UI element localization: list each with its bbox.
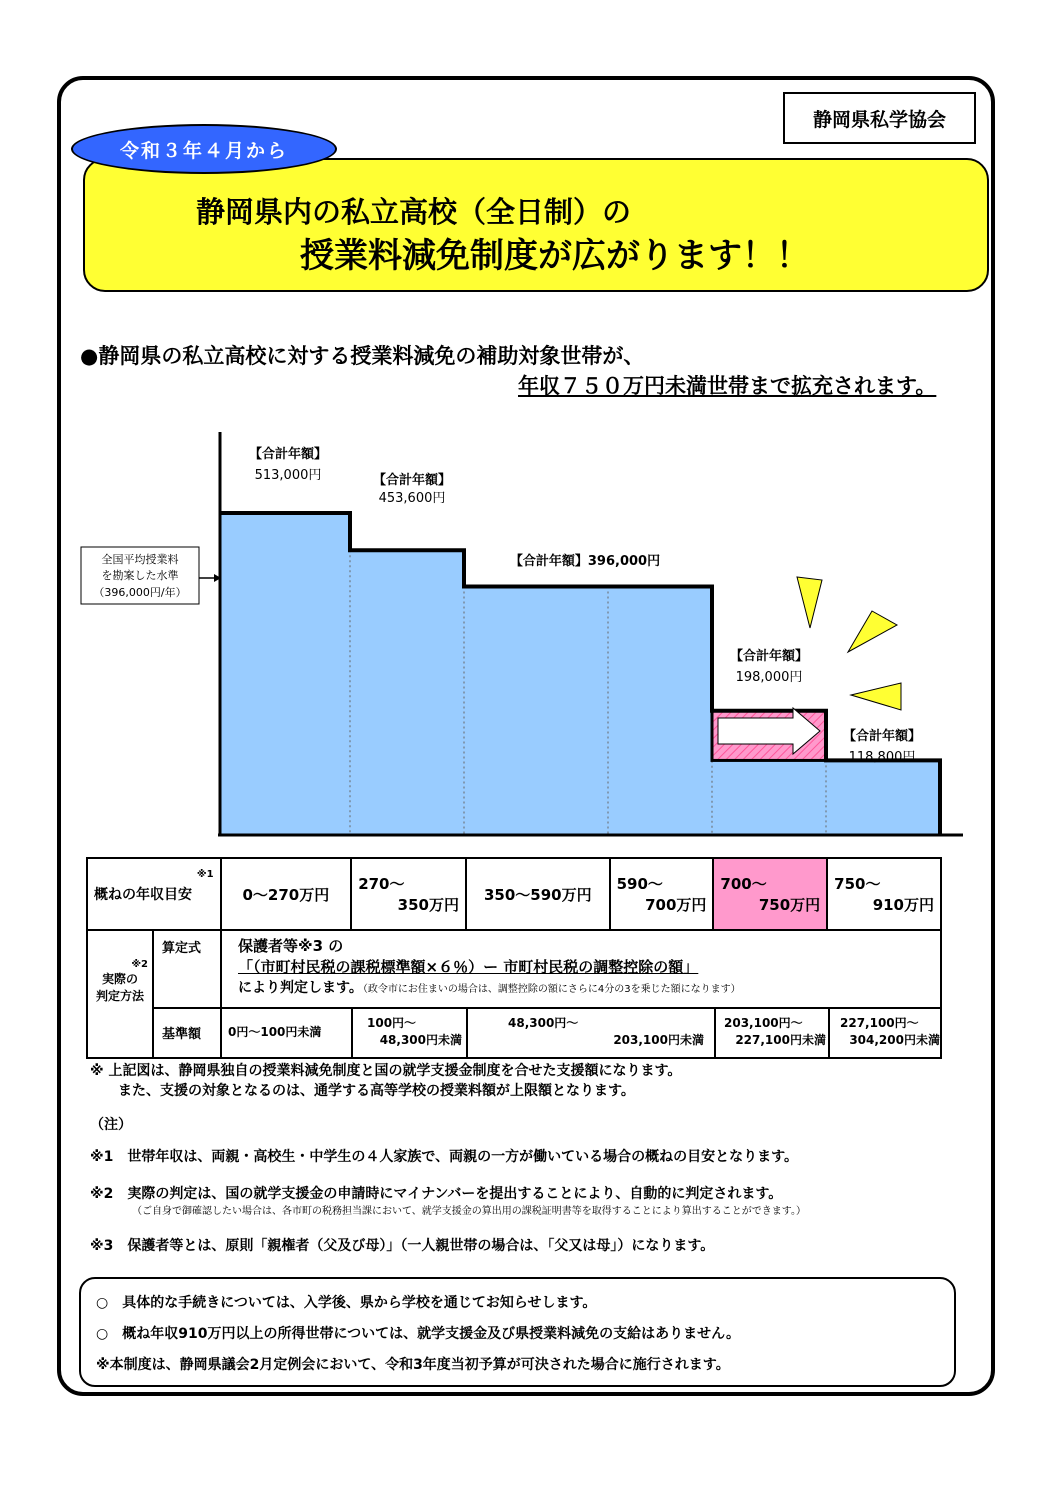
formula-label-cell: 算定式 — [154, 929, 222, 1009]
method-block — [86, 929, 942, 1059]
total-label-2-head: 【合計年額】 — [372, 473, 452, 488]
average-note-line-2: を勘案した水準 — [101, 569, 179, 582]
income-cell-2: 270〜 350万円 — [351, 858, 466, 930]
income-cell-3: 350〜590万円 — [466, 858, 610, 930]
bar-5-base — [712, 760, 826, 835]
total-label-2-amount: 453,600円 — [378, 491, 446, 506]
note-3: ※3 保護者等とは、原則「親権者（父及び母）」（一人親世帯の場合は、「父又は母」）になります。 — [90, 1238, 715, 1254]
total-label-4-head: 【合計年額】 — [729, 649, 809, 664]
standard-cell-4: 203,100円〜 227,100円未満 — [716, 1009, 830, 1057]
bar-4 — [608, 586, 712, 835]
method-label-1: 実際の — [101, 972, 138, 986]
remark-line-2: また、支援の対象となるのは、通学する高等学校の授業料額が上限額となります。 — [118, 1083, 635, 1099]
average-note-line-3: （396,000円/年） — [93, 586, 187, 599]
standard-cell-3: 48,300円〜 203,100円未満 — [468, 1009, 716, 1057]
standard-cell-1: 0円〜100円未満 — [222, 1009, 353, 1057]
formula-cell — [222, 929, 942, 1009]
method-header — [88, 929, 154, 1057]
formula-line-1: 保護者等※3 の — [238, 937, 344, 955]
total-label-4-amount: 198,000円 — [735, 670, 803, 685]
total-label-5-head: 【合計年額】 — [842, 729, 922, 744]
title-line-1: 静岡県内の私立高校（全日制）の — [196, 195, 632, 229]
standard-cell-2: 100円〜 48,300円未満 — [353, 1009, 468, 1057]
income-table — [86, 857, 942, 931]
lead-line-1: ●静岡県の私立高校に対する授業料減免の補助対象世帯が、 — [80, 344, 645, 368]
spark-triangle-2 — [848, 611, 897, 652]
standard-label-cell: 基準額 — [154, 1009, 222, 1057]
total-label-3: 【合計年額】396,000円 — [509, 554, 661, 569]
info-line-3: ※本制度は、静岡県議会2月定例会において、令和3年度当初予算が可決された場合に施行されます。 — [96, 1357, 730, 1373]
note-1: ※1 世帯年収は、両親・高校生・中学生の４人家族で、両親の一方が働いている場合の概ねの目安となります。 — [90, 1149, 798, 1165]
total-label-5-amount: 118,800円 — [848, 750, 916, 765]
income-note-mark: ※1 — [196, 869, 214, 880]
title-line-2: 授業料減免制度が広がります！！ — [300, 236, 810, 276]
income-cell-1: 0〜270万円 — [221, 858, 352, 930]
formula-note: （政令市にお住まいの場合は、調整控除の額にさらに4分の3を乗じた額になります） — [362, 984, 741, 995]
formula-line-3: により判定します。 — [238, 980, 363, 996]
average-note-line-1: 全国平均授業料 — [101, 553, 179, 566]
formula-line-2: 「（市町村民税の課税標準額×６％）ー 市町村民税の調整控除の額」 — [238, 958, 699, 976]
remark-line-1: ※ 上記図は、静岡県独自の授業料減免制度と国の就学支援金制度を合せた支援額になります。 — [90, 1063, 682, 1079]
note-2-sub: （ご自身で御確認したい場合は、各市町の税務担当課において、就学支援金の算出用の課税証明書等を取得することにより算出することができます。） — [132, 1206, 806, 1217]
bar-6 — [826, 760, 940, 835]
income-row-header — [87, 858, 221, 930]
income-label: 概ねの年収目安 — [94, 887, 192, 903]
total-label-1-head: 【合計年額】 — [248, 447, 328, 462]
bar-2 — [350, 550, 464, 835]
income-cell-4: 590〜 700万円 — [610, 858, 714, 930]
bar-3 — [464, 586, 608, 835]
method-note-mark: ※2 — [131, 959, 148, 970]
total-label-1-amount: 513,000円 — [254, 468, 322, 483]
bar-1 — [220, 513, 350, 835]
standard-cell-5: 227,100円〜 304,200円未満 — [840, 1016, 940, 1047]
info-line-2: ○ 概ね年収910万円以上の所得世帯については、就学支援金及び県授業料減免の支給はありません。 — [96, 1326, 740, 1342]
notes-heading: （注） — [90, 1117, 132, 1133]
note-2: ※2 実際の判定は、国の就学支援金の申請時にマイナンバーを提出することにより、自動的に判定されます。 — [90, 1186, 783, 1202]
income-cell-6: 750〜 910万円 — [827, 858, 941, 930]
spark-triangle-1 — [797, 577, 822, 628]
income-cell-5-highlight: 700〜 750万円 — [713, 858, 827, 930]
lead-line-2: 年収７５０万円未満世帯まで拡充されます。 — [518, 374, 937, 398]
method-label-2: 判定方法 — [95, 989, 144, 1003]
organization-label: 静岡県私学協会 — [783, 92, 976, 144]
info-line-1: ○ 具体的な手続きについては、入学後、県から学校を通じてお知らせします。 — [96, 1295, 597, 1311]
start-date-badge: 令和３年４月から — [71, 124, 337, 174]
spark-triangle-3 — [851, 683, 901, 710]
